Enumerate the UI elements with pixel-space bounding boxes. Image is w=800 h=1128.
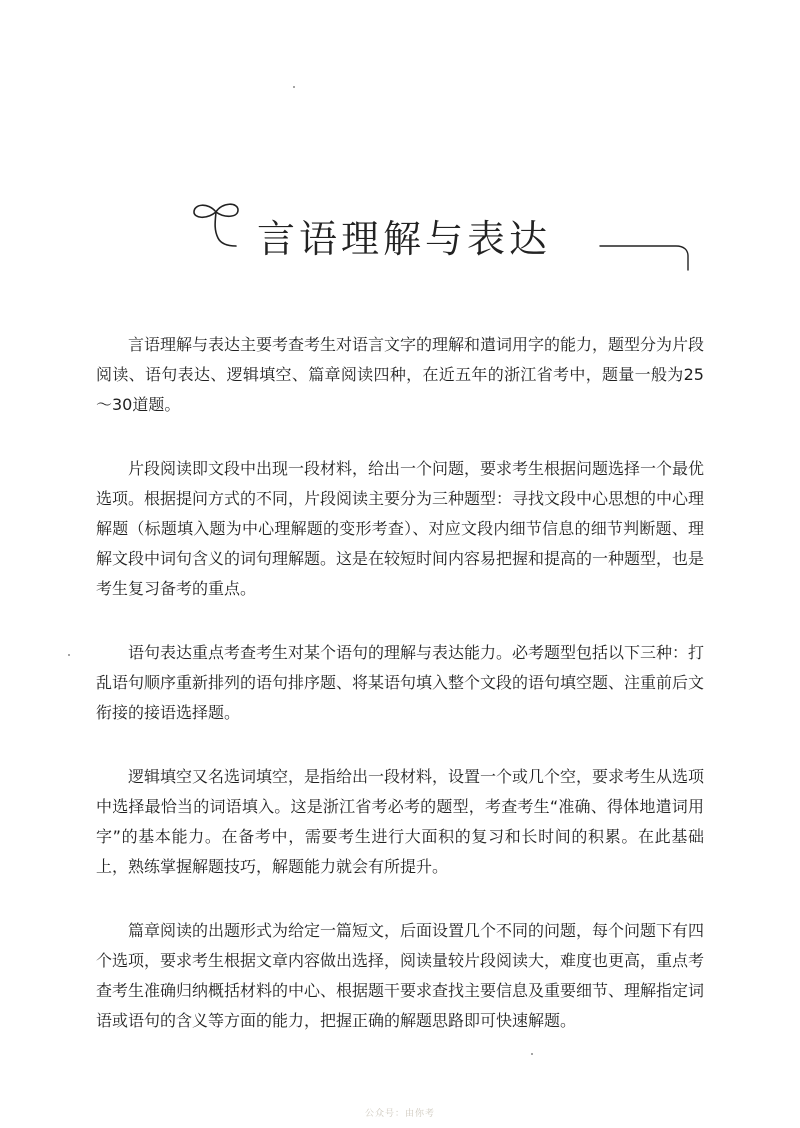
page-title: 言语理解与表达 — [257, 217, 552, 261]
scan-speck — [68, 654, 70, 656]
paragraph-article-reading: 篇章阅读的出题形式为给定一篇短文，后面设置几个不同的问题，每个问题下有四个选项，要求考生根据文章内容做出选择，阅读量较片段阅读大，难度也更高，重点考查考生准确归纳概括材料的中心、根据题干要求查找主要信息及重要细节、理解指定词语或语句的含义等方面的能力，把握正确的解题思路即可快速解题。 — [96, 921, 705, 1030]
paragraph-intro: 言语理解与表达主要考查考生对语言文字的理解和遣词用字的能力，题型分为片段阅读、语句表达、逻辑填空、篇章阅读四种，在近五年的浙江省考中，题量一般为25～30道题。 — [96, 335, 705, 414]
paragraph-fragment-reading: 片段阅读即文段中出现一段材料，给出一个问题，要求考生根据问题选择一个最优选项。根据提问方式的不同，片段阅读主要分为三种题型：寻找文段中心思想的中心理解题（标题填入题为中心理解题的变形考查）、对应文段内细节信息的细节判断题、理解文段中词句含义的词句理解题。这是在较短时间内容易把握和提高的一种题型，也是考生复习备考的重点。 — [96, 459, 705, 598]
body-text — [96, 330, 704, 1070]
paragraph-logic-fill: 逻辑填空又名选词填空，是指给出一段材料，设置一个或几个空，要求考生从选项中选择最恰当的词语填入。这是浙江省考必考的题型，考查考生“准确、得体地遣词用字”的基本能力。在备考中，需要考生进行大面积的复习和长时间的积累。在此基础上，熟练掌握解题技巧，解题能力就会有所提升。 — [96, 767, 705, 876]
paragraph-sentence-expression: 语句表达重点考查考生对某个语句的理解与表达能力。必考题型包括以下三种：打乱语句顺序重新排列的语句排序题、将某语句填入整个文段的语句填空题、注重前后文衔接的接语选择题。 — [96, 643, 705, 722]
footer-watermark: 公众号：由你考 — [365, 1109, 436, 1119]
scan-speck — [531, 1053, 533, 1055]
title-underline-rule — [598, 236, 692, 272]
sprout-icon — [188, 196, 248, 256]
scan-speck — [293, 86, 295, 88]
